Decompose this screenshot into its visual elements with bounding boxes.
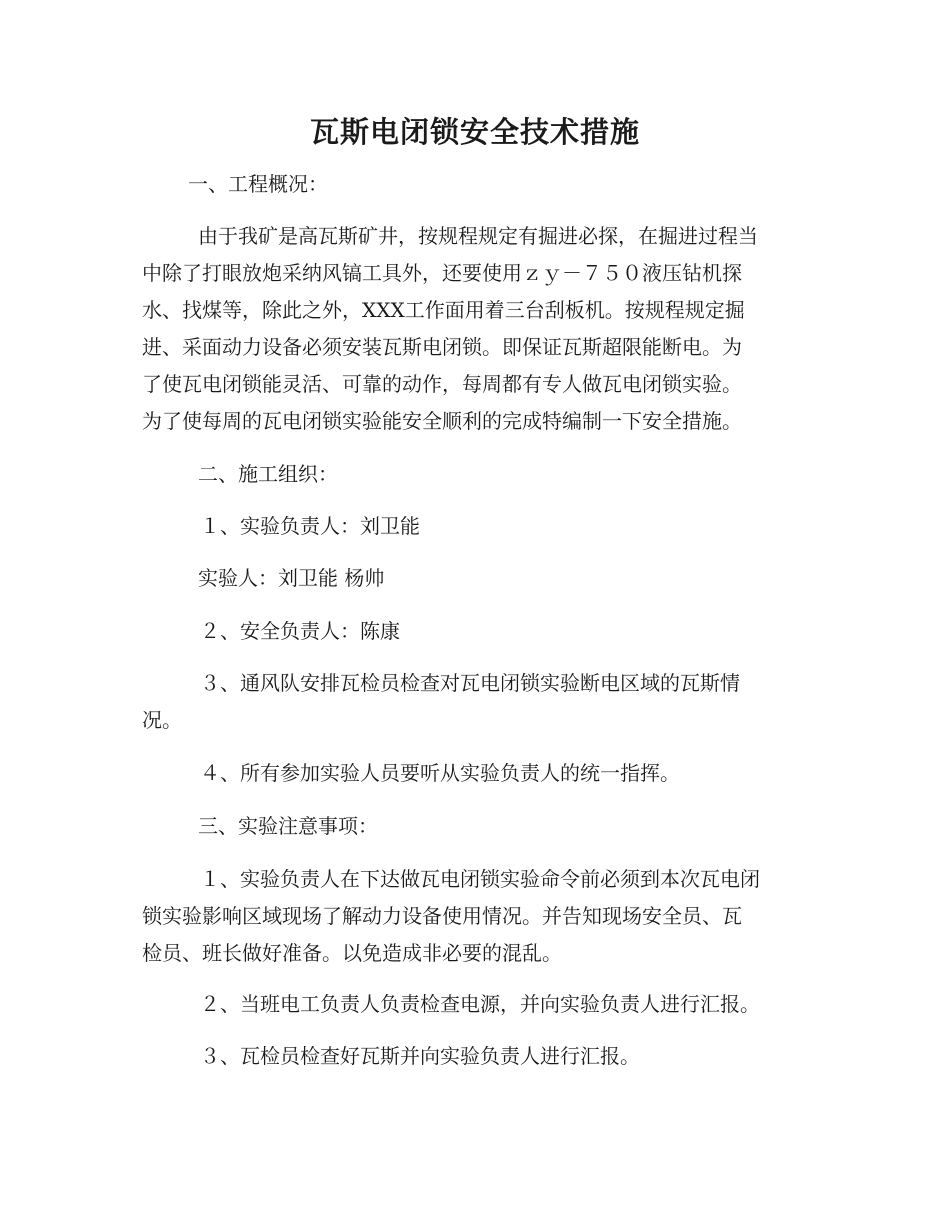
item-precaution-2: ２、当班电工负责人负责检查电源，并向实验负责人进行汇报。	[200, 992, 760, 1016]
body-line: １、实验负责人在下达做瓦电闭锁实验命令前必须到本次瓦电闭	[200, 867, 760, 891]
body-line: 检员、班长做好准备。以免造成非必要的混乱。	[142, 941, 562, 965]
body-line: 由于我矿是高瓦斯矿井，按规程规定有掘进必探，在掘进过程当	[198, 224, 758, 248]
body-line: 了使瓦电闭锁能灵活、可靠的动作，每周都有专人做瓦电闭锁实验。	[142, 372, 742, 396]
body-line: 水、找煤等，除此之外，XXX工作面用着三台刮板机。按规程规定掘	[142, 298, 745, 322]
item-precaution-3: ３、瓦检员检查好瓦斯并向实验负责人进行汇报。	[200, 1044, 640, 1068]
body-line: 况。	[142, 708, 182, 732]
item-test-leader: １、实验负责人：刘卫能	[200, 514, 420, 538]
item-ventilation	[142, 665, 810, 739]
section-2-heading: 二、施工组织：	[198, 462, 338, 486]
item-testers: 实验人：刘卫能 杨帅	[198, 566, 385, 590]
body-line: 进、采面动力设备必须安装瓦斯电闭锁。即保证瓦斯超限能断电。为	[142, 335, 742, 359]
body-line: 为了使每周的瓦电闭锁实验能安全顺利的完成特编制一下安全措施。	[142, 409, 742, 433]
item-command: ４、所有参加实验人员要听从实验负责人的统一指挥。	[200, 761, 680, 785]
body-line: 中除了打眼放炮采纳风镐工具外，还要使用ｚｙ－７５０液压钻机探	[142, 261, 742, 285]
item-precaution-1	[142, 861, 810, 972]
section-3-heading: 三、实验注意事项：	[198, 814, 378, 838]
section-1-heading: 一、工程概况：	[188, 172, 328, 196]
body-line: 锁实验影响区域现场了解动力设备使用情况。并告知现场安全员、瓦	[142, 904, 742, 928]
item-safety-leader: ２、安全负责人：陈康	[200, 619, 400, 643]
section-1-body	[142, 218, 810, 440]
body-line: ３、通风队安排瓦检员检查对瓦电闭锁实验断电区域的瓦斯情	[200, 671, 740, 695]
document-title: 瓦斯电闭锁安全技术措施	[309, 115, 640, 149]
